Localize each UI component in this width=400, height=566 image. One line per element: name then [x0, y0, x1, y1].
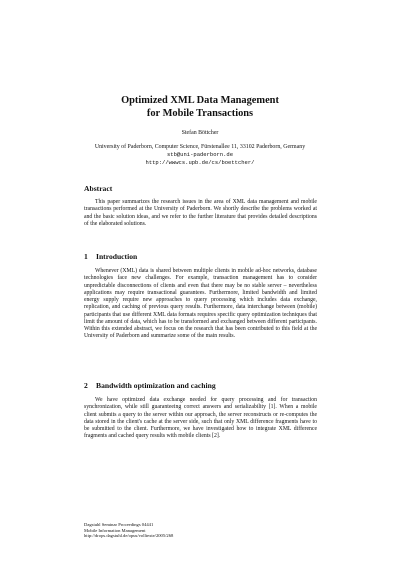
abstract-heading: Abstract	[84, 184, 113, 193]
author-affiliation	[0, 144, 400, 166]
section-1-text: Whenever (XML) data is shared between multiple clients in mobile ad-hoc networks, database technologies face new challenges. For example, transaction management has to consider unpredictable disconnections of clients and even that there may be no stable server – nevertheless applications may require transactional guarantees. Furthermore, limited bandwidth and limited energy supply require new approaches to query processing which includes data exchange, replication, and caching of previous query results. Furthermore, data interchange between (mobile) participants that use different XML data formats requires specific query optimization techniques that limit the amount of data, which has to be transformed and exchanged between different participants. Within this extended abstract, we focus on the research that has been contributed to this field at the University of Paderborn and summarize some of the main results.	[84, 268, 317, 340]
section-2-text: We have optimized data exchange needed for query processing and for transaction synchronization, while still guaranteeing correct answers and serializability [1]. When a mobile client submits a query to the server within our approach, the server reconstructs or re-computes the data stored in the client's cache at the server side, such that only XML difference fragments have to be submitted to the client. Furthermore, we have investigated how to integrate XML difference fragments and cached query results with mobile clients [2].	[84, 397, 317, 440]
footer-link: http://drops.dagstuhl.de/opus/volltexte/2005/268	[84, 533, 174, 539]
affiliation-text: University of Paderborn, Computer Science, Fürstenallee 11, 33102 Paderborn, Germany	[94, 144, 306, 150]
section-1-title: Introduction	[96, 252, 138, 261]
title-line-1: Optimized XML Data Management	[121, 95, 279, 106]
footer-proceedings: Dagstuhl Seminar Proceedings 04441	[84, 522, 154, 527]
section-2-heading	[84, 381, 216, 390]
footer-seminar: Mobile Information Management	[84, 527, 146, 533]
title-line-2: for Mobile Transactions	[146, 107, 254, 119]
author-name: Stefan Böttcher	[181, 130, 219, 136]
author-email: stb@uni-paderborn.de	[166, 151, 233, 159]
section-2-title: Bandwidth optimization and caching	[96, 381, 216, 390]
paper-title	[0, 95, 400, 120]
section-1-number: 1	[84, 252, 88, 261]
section-2-number: 2	[84, 381, 88, 390]
abstract-text: This paper summarizes the research issues in the area of XML data management and mobile transactions performed at the University of Paderborn. We shortly describe the problems worked at and the basic solution ideas, and we refer to the further literature that provides detailed descriptions of the elaborated solutions.	[84, 199, 317, 227]
section-1-heading	[84, 252, 137, 261]
page-footer	[84, 522, 173, 539]
author-url: http://wwwcs.upb.de/cs/boettcher/	[145, 158, 255, 166]
